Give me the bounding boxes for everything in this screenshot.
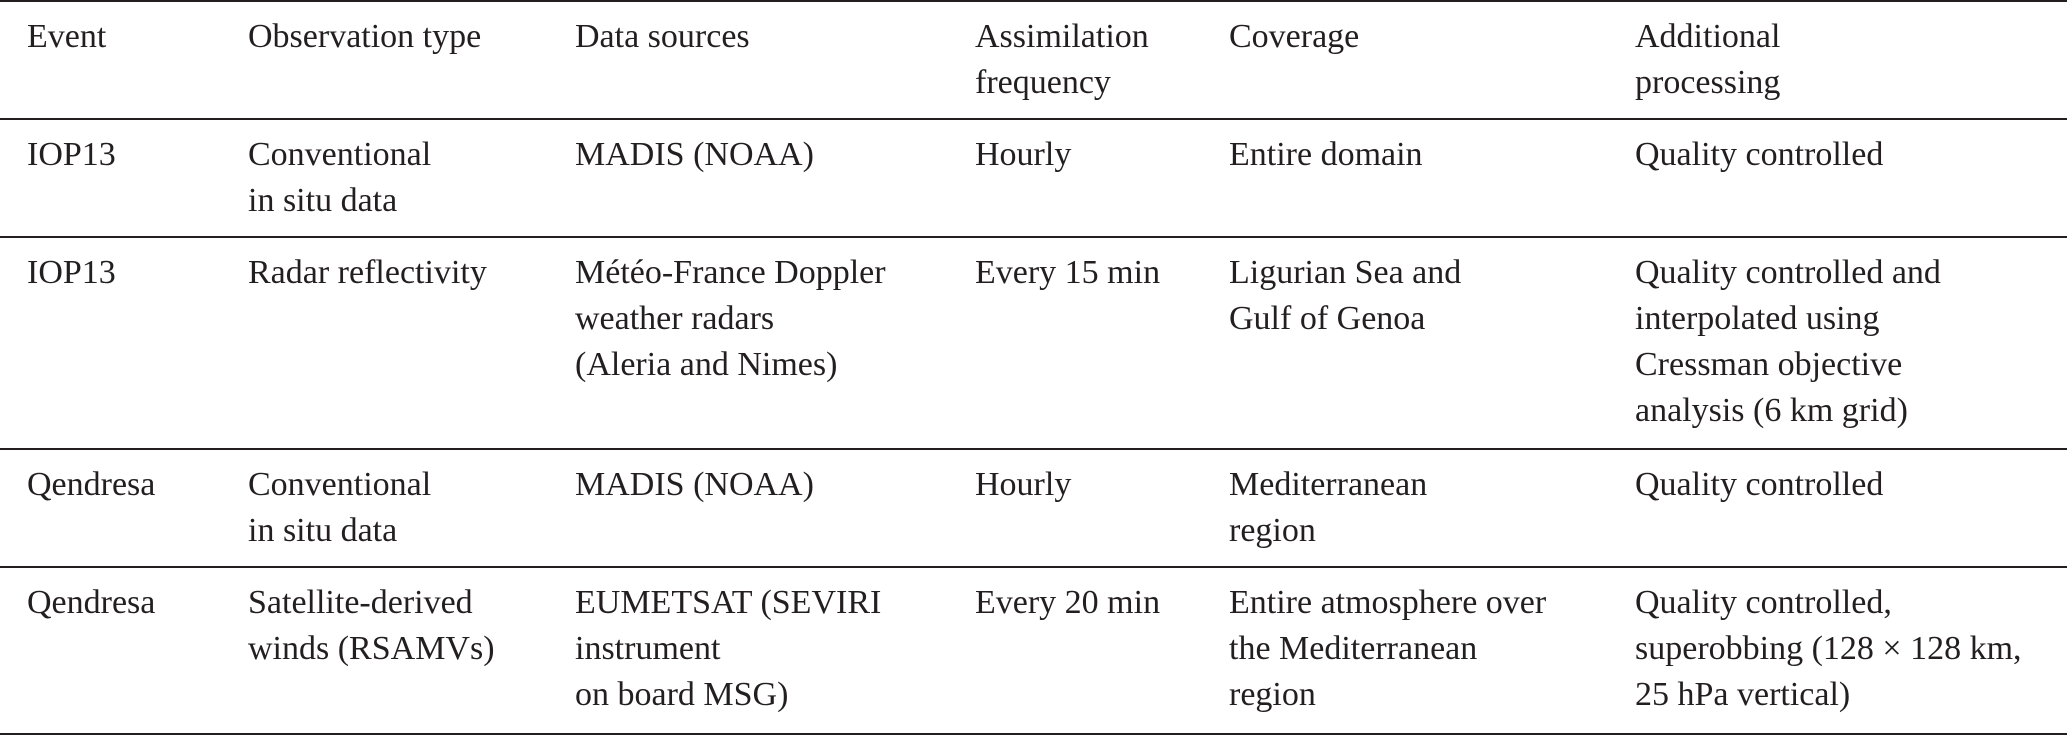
- cell-observation-type: Satellite-derived winds (RSAMVs): [248, 584, 495, 667]
- cell-event: Qendresa: [27, 584, 156, 621]
- table-header: [0, 1, 2067, 119]
- table-row: [0, 237, 2067, 449]
- header-additional-processing: Additional processing: [1635, 18, 1781, 101]
- cell-event: IOP13: [27, 136, 116, 173]
- cell-additional-processing: Quality controlled: [1635, 136, 1884, 173]
- header-row: [0, 1, 2067, 119]
- cell-coverage: Entire domain: [1229, 136, 1423, 173]
- table-row: [0, 567, 2067, 734]
- cell-event: IOP13: [27, 254, 116, 291]
- cell-data-sources: MADIS (NOAA): [575, 466, 814, 503]
- header-coverage: Coverage: [1229, 18, 1360, 55]
- cell-data-sources: MADIS (NOAA): [575, 136, 814, 173]
- cell-additional-processing: Quality controlled: [1635, 466, 1884, 503]
- cell-data-sources: EUMETSAT (SEVIRI instrument on board MSG): [575, 584, 882, 713]
- header-data-sources: Data sources: [575, 18, 750, 55]
- cell-additional-processing: Quality controlled and interpolated using Cressman objective analysis (6 km grid): [1635, 254, 1941, 429]
- cell-assimilation-frequency: Every 20 min: [975, 584, 1161, 621]
- cell-observation-type: Radar reflectivity: [248, 254, 487, 291]
- header-event: Event: [27, 18, 107, 55]
- cell-additional-processing: Quality controlled, superobbing (128 × 128 km, 25 hPa vertical): [1635, 584, 2022, 713]
- cell-coverage: Mediterranean region: [1229, 466, 1428, 549]
- table-row: [0, 119, 2067, 237]
- header-assimilation-frequency: Assimilation frequency: [975, 18, 1149, 101]
- cell-coverage: Entire atmosphere over the Mediterranean region: [1229, 584, 1547, 713]
- cell-assimilation-frequency: Every 15 min: [975, 254, 1161, 291]
- cell-assimilation-frequency: Hourly: [975, 136, 1072, 173]
- header-observation-type: Observation type: [248, 18, 482, 55]
- cell-coverage: Ligurian Sea and Gulf of Genoa: [1229, 254, 1462, 337]
- cell-observation-type: Conventional in situ data: [248, 136, 432, 219]
- table-row: [0, 449, 2067, 567]
- table-body: [0, 119, 2067, 734]
- cell-data-sources: Météo-France Doppler weather radars (Aleria and Nimes): [575, 254, 886, 383]
- cell-assimilation-frequency: Hourly: [975, 466, 1072, 503]
- cell-event: Qendresa: [27, 466, 156, 503]
- cell-observation-type: Conventional in situ data: [248, 466, 432, 549]
